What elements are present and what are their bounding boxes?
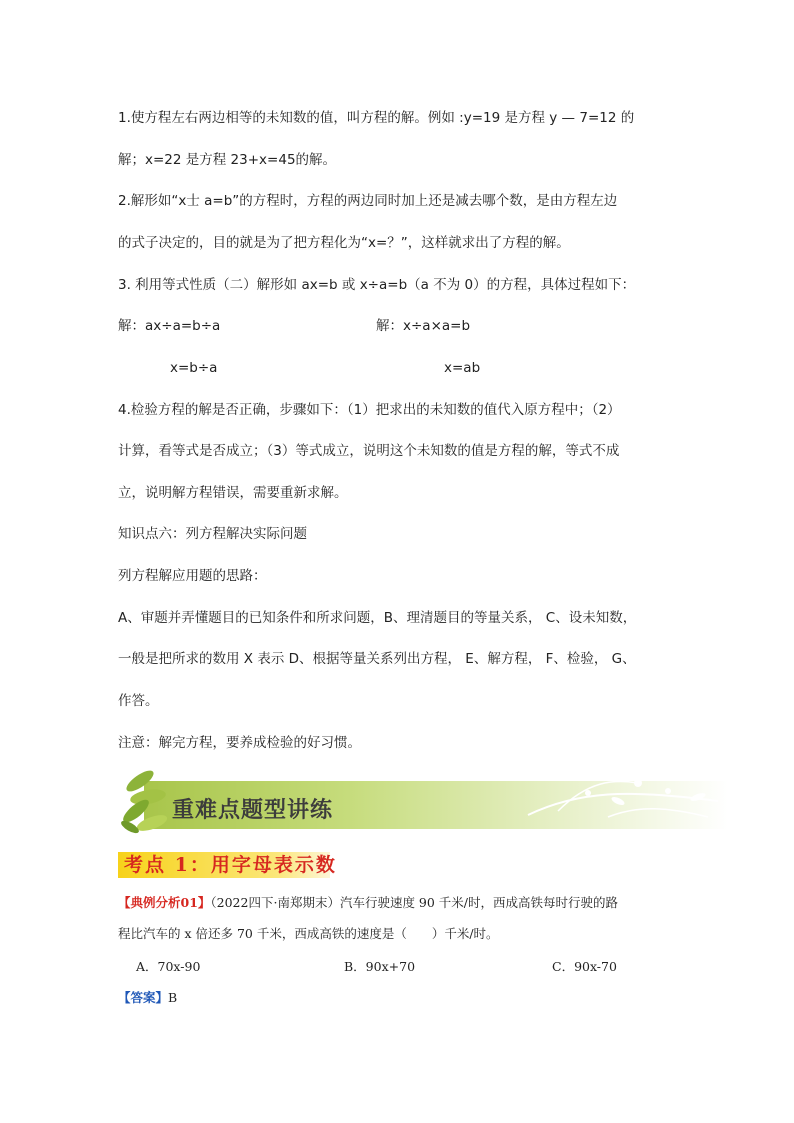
option-b: B．90x+70 <box>344 959 416 974</box>
example-tag: 【典例分析01】 <box>118 895 211 910</box>
example-question-line-2: 程比汽车的 x 倍还多 70 千米，西成高铁的速度是（ ）千米/时。 <box>118 926 499 941</box>
option-a: A．70x-90 <box>136 959 201 974</box>
example-source: （2022四下·南郑期末） <box>210 895 340 910</box>
answer-value: B <box>168 990 178 1005</box>
option-c: C．90x-70 <box>552 959 617 974</box>
kaodian-heading <box>118 848 337 878</box>
paragraph-2-line-1: 2.解形如“x士 a=b”的方程时，方程的两边同时加上还是减去哪个数，是由方程左边 <box>118 193 618 209</box>
paragraph-2-line-2: 的式子决定的，目的就是为了把方程化为“x=？”，这样就求出了方程的解。 <box>118 235 570 251</box>
floral-decoration-icon <box>518 771 728 831</box>
steps-line-2: 一般是把所求的数用 X 表示 D、根据等量关系列出方程， E、解方程， F、检验， G、 <box>118 651 636 667</box>
solve-right-step-2: x=ab <box>444 360 481 376</box>
paragraph-1-line-2: 解；x=22 是方程 23+x=45的解。 <box>118 152 337 168</box>
answer-tag: 【答案】 <box>118 990 169 1005</box>
paragraph-3-line-1: 3. 利用等式性质（二）解形如 ax=b 或 x÷a=b（a 不为 0）的方程，具体过程如下： <box>118 277 636 293</box>
solve-left-step-1: 解：ax÷a=b÷a <box>118 318 221 334</box>
paragraph-4-line-2: 计算，看等式是否成立；（3）等式成立，说明这个未知数的值是方程的解，等式不成 <box>118 443 620 459</box>
knowledge-point-6: 知识点六：列方程解决实际问题 <box>118 526 307 542</box>
example-question-line-1 <box>118 894 618 912</box>
steps-line-1: A、审题并弄懂题目的已知条件和所求问题，B、理清题目的等量关系， C、设未知数， <box>118 610 637 626</box>
paragraph-4-line-1: 4.检验方程的解是否正确，步骤如下：（1）把求出的未知数的值代入原方程中；（2） <box>118 402 621 418</box>
note: 注意：解完方程，要养成检验的好习惯。 <box>118 735 361 751</box>
kaodian-label: 考点 1：用字母表示数 <box>124 854 337 876</box>
solve-left-step-2: x=b÷a <box>170 360 218 376</box>
leaves-icon <box>118 767 174 837</box>
solve-right-step-1: 解：x÷a×a=b <box>376 318 471 334</box>
example-question-text: 汽车行驶速度 90 千米/时，西成高铁每时行驶的路 <box>339 895 619 910</box>
steps-line-3: 作答。 <box>118 693 159 709</box>
banner-title: 重难点题型讲练 <box>172 798 334 823</box>
paragraph-1-line-1: 1.使方程左右两边相等的未知数的值，叫方程的解。例如 :y=19 是方程 y — 7=12 的 <box>118 110 635 126</box>
approach-title: 列方程解应用题的思路： <box>118 568 267 584</box>
paragraph-4-line-3: 立，说明解方程错误，需要重新求解。 <box>118 485 348 501</box>
answer-line <box>118 989 177 1007</box>
section-banner <box>118 767 728 837</box>
